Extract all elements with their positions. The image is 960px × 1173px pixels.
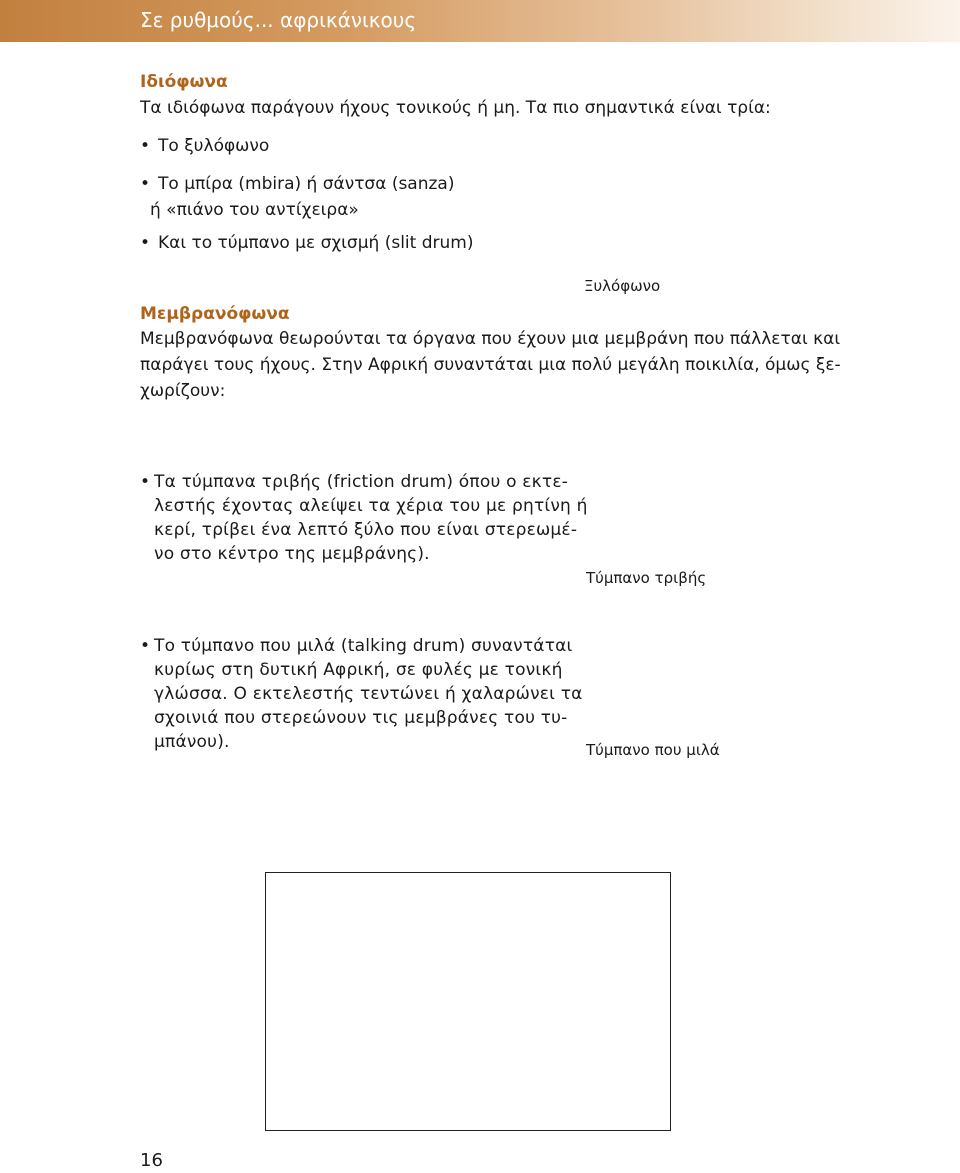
friction-drum-line-1: Τα τύμπανα τριβής (friction drum) όπου ο εκτε- [154, 472, 569, 492]
friction-drum-line-2: λεστής έχοντας αλείψει τα χέρια του με ρητίνη ή [154, 496, 588, 516]
bullet-icon: • [140, 174, 151, 194]
bullet-text: ή «πιάνο του αντίχειρα» [150, 200, 359, 220]
bullet-icon: • [140, 136, 151, 156]
membranophones-paragraph-line-1: Μεμβρανόφωνα θεωρούνται τα όργανα που έχουν μια μεμβράνη που πάλλεται και [140, 329, 841, 349]
talking-drum-line-3: γλώσσα. Ο εκτελεστής τεντώνει ή χαλαρώνει τα [154, 684, 583, 704]
bullet-item-xylophone [140, 136, 269, 156]
bullet-text: Το μπίρα (mbira) ή σάντσα (sanza) [158, 174, 455, 194]
friction-drum-line-4: νο στο κέντρο της μεμβράνης). [154, 544, 430, 564]
caption-friction-drum: Τύμπανο τριβής [586, 569, 707, 587]
chapter-title: Σε ρυθμούς... αφρικάνικους [140, 8, 417, 32]
bullet-item-mbira-continued [150, 200, 359, 220]
friction-drum-line-3: κερί, τρίβει ένα λεπτό ξύλο που είναι στερεωμέ- [154, 520, 578, 540]
talking-drum-line-4: σχοινιά που στερεώνουν τις μεμβράνες του τυ- [154, 708, 568, 728]
caption-talking-drum: Τύμπανο που μιλά [586, 741, 720, 759]
idiophones-intro: Τα ιδιόφωνα παράγουν ήχους τονικούς ή μη. Τα πιο σημαντικά είναι τρία: [140, 98, 771, 118]
membranophones-paragraph-line-3: χωρίζουν: [140, 381, 226, 401]
talking-drum-line-5: μπάνου). [154, 732, 230, 752]
caption-xylophone: Ξυλόφωνο [584, 277, 661, 295]
bullet-text: Το ξυλόφωνο [158, 136, 270, 156]
header-bar [0, 0, 960, 42]
image-frame [265, 872, 671, 1131]
bullet-text: Και το τύμπανο με σχισμή (slit drum) [158, 233, 474, 253]
idiophones-heading: Ιδιόφωνα [140, 72, 228, 92]
bullet-icon: • [140, 233, 151, 253]
membranophones-paragraph-line-2: παράγει τους ήχους. Στην Αφρική συναντάται μια πολύ μεγάλη ποικιλία, όμως ξε- [140, 355, 841, 375]
bullet-icon: • [140, 636, 151, 656]
membranophones-heading: Μεμβρανόφωνα [140, 304, 290, 324]
page-number: 16 [140, 1150, 163, 1171]
talking-drum-line-2: κυρίως στη δυτική Αφρική, σε φυλές με τονική [154, 660, 563, 680]
bullet-item-slit-drum [140, 233, 473, 253]
talking-drum-line-1: Το τύμπανο που μιλά (talking drum) συναντάται [154, 636, 573, 656]
friction-drum-item [140, 470, 588, 566]
talking-drum-item [140, 634, 583, 754]
bullet-item-mbira [140, 174, 454, 194]
bullet-icon: • [140, 472, 151, 492]
